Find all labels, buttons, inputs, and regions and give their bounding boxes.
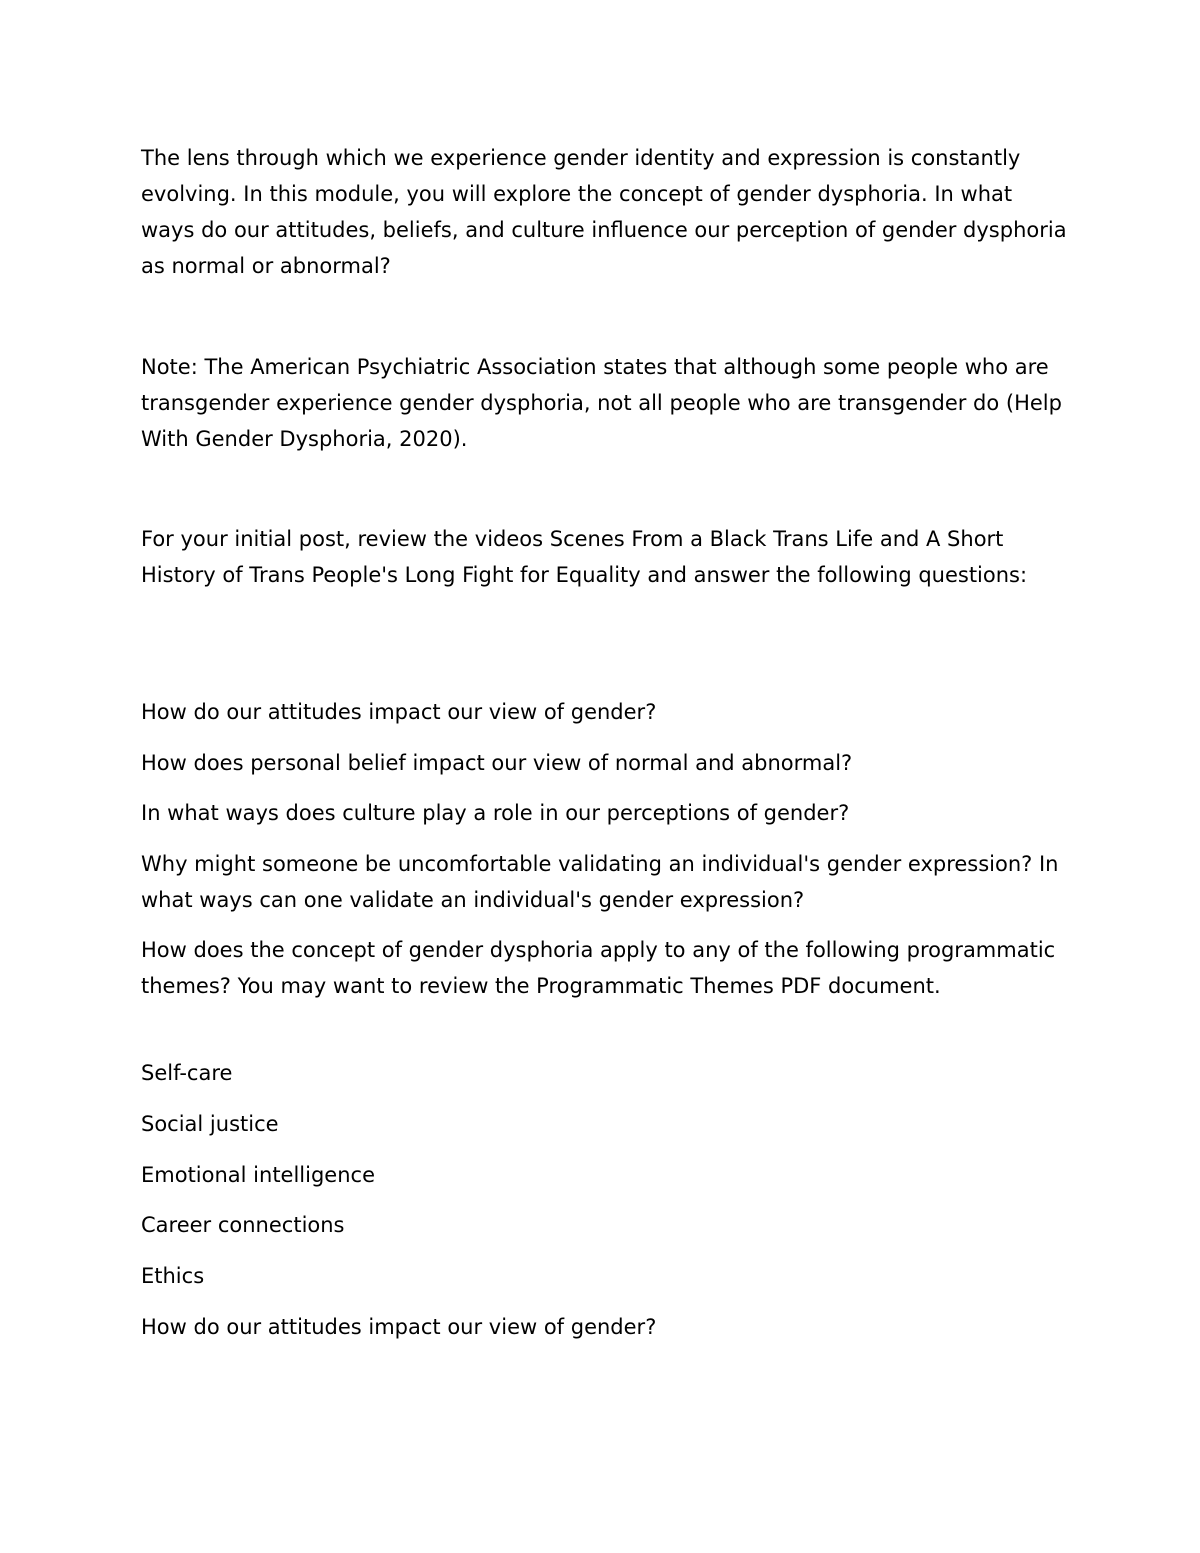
question-item: How does personal belief impact our view of normal and abnormal? [141,751,853,775]
question-item: Why might someone be uncomfortable validating an individual's gender expression? In what ways can one validate an individual's gender expression? [141,852,1059,912]
closing-question: How do our attitudes impact our view of gender? [141,1315,657,1339]
theme-item: Ethics [141,1264,205,1288]
theme-item: Social justice [141,1112,279,1136]
theme-item: Self-care [141,1061,233,1085]
question-item: How does the concept of gender dysphoria apply to any of the following programmatic themes? You may want to review the Programmatic Themes PDF document. [141,938,1056,998]
theme-item: Emotional intelligence [141,1163,376,1187]
question-item: How do our attitudes impact our view of gender? [141,700,657,724]
note-paragraph: Note: The American Psychiatric Association states that although some people who are transgender experience gender dysphoria, not all people who are transgender do (Help With Gender Dysphoria, 2020). [141,355,1062,451]
instructions-paragraph: For your initial post, review the videos Scenes From a Black Trans Life and A Short History of Trans People's Long Fight for Equality and answer the following questions: [141,527,1028,587]
theme-item: Career connections [141,1213,345,1237]
intro-paragraph: The lens through which we experience gender identity and expression is constantly evolving. In this module, you will explore the concept of gender dysphoria. In what ways do our attitudes, beliefs, and culture influence our perception of gender dysphoria as normal or abnormal? [141,146,1067,278]
question-item: In what ways does culture play a role in our perceptions of gender? [141,801,850,825]
